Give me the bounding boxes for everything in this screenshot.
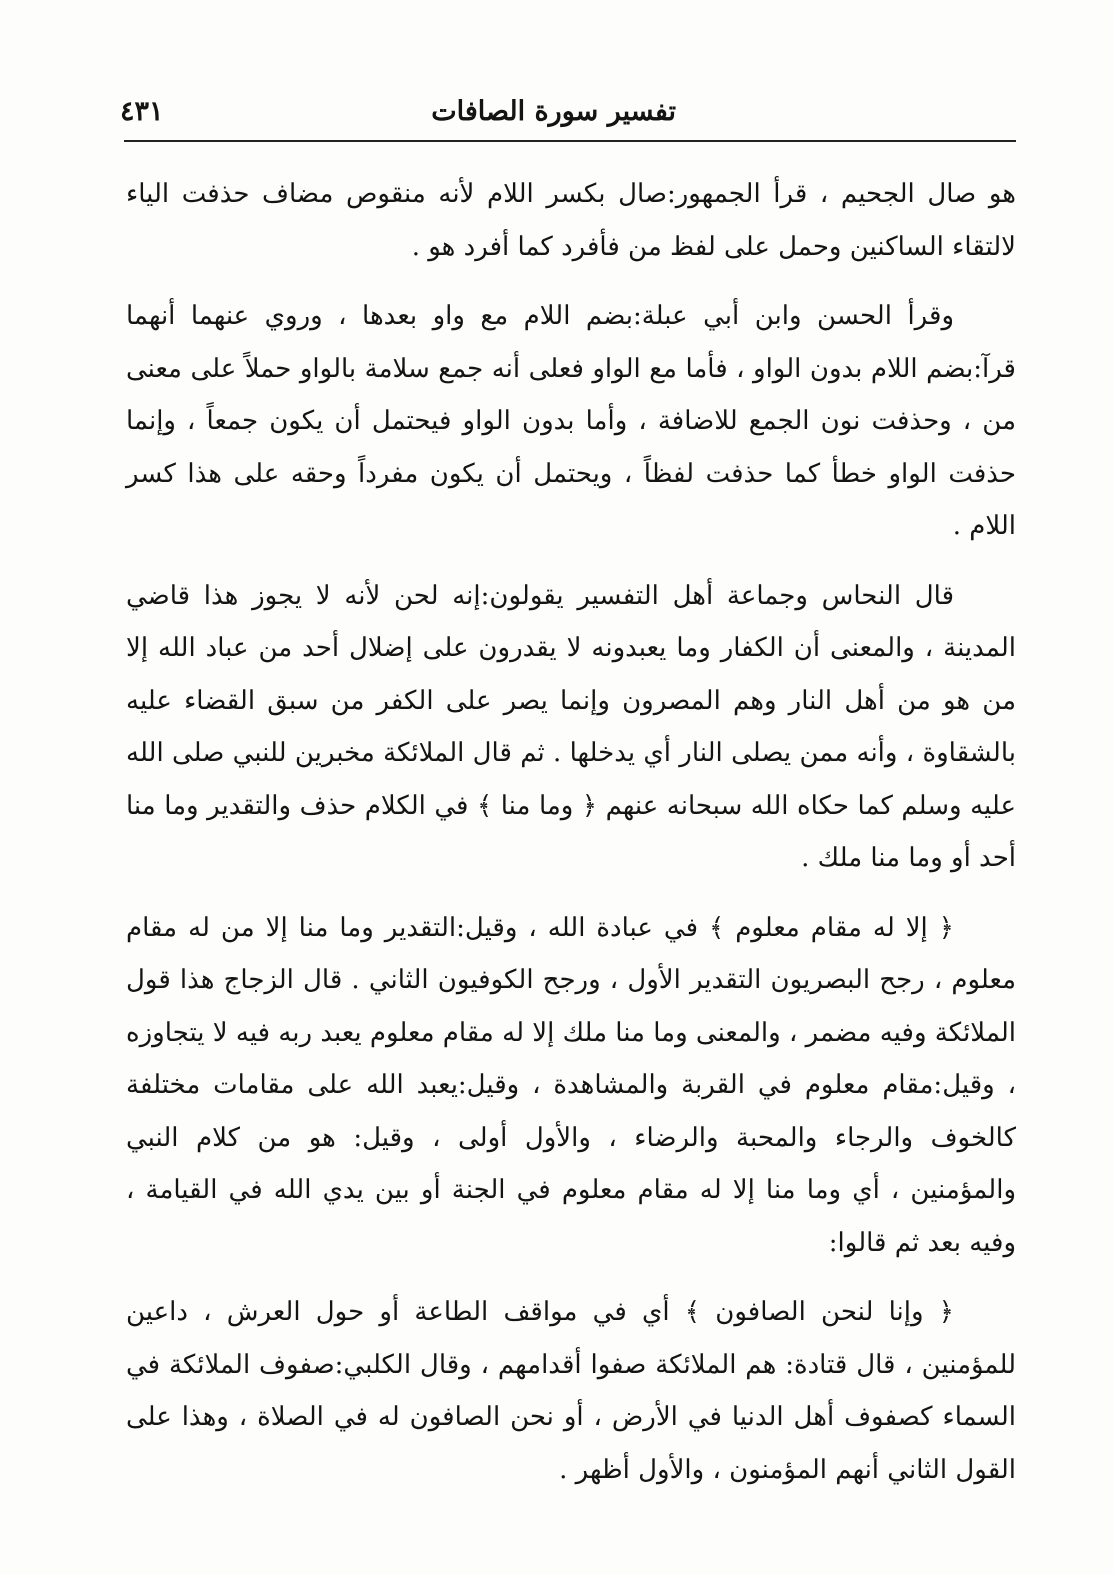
paragraph-3: قال النحاس وجماعة أهل التفسير يقولون:إنه لحن لأنه لا يجوز هذا قاضي المدينة ، والمعنى أن الكفار وما يعبدونه لا يقدرون على إضلال أحد من عباد الله إلا من هو من أهل النار وهم المصرون وإنما يصر على الكفر من سبق القضاء عليه بالشقاوة ، وأنه ممن يصلى النار أي يدخلها . ثم قال الملائكة مخبرين للنبي صلى الله عليه وسلم كما حكاه الله سبحانه عنهم ﴿ وما منا ﴾ في الكلام حذف والتقدير وما منا أحد أو وما منا ملك .	[126, 580, 1016, 873]
paragraph-1: هو صال الجحيم ، قرأ الجمهور:صال بكسر اللام لأنه منقوص مضاف حذفت الياء لالتقاء الساكنين وحمل على لفظ من فأفرد كما أفرد هو .	[126, 179, 1016, 262]
paragraph-5: ﴿ وإنا لنحن الصافون ﴾ أي في مواقف الطاعة أو حول العرش ، داعين للمؤمنين ، قال قتادة: هم الملائكة صفوا أقدامهم ، وقال الكلبي:صفوف الملائكة في السماء كصفوف أهل الدنيا في الأرض ، أو نحن الصافون له في الصلاة ، وهذا على القول الثاني أنهم المؤمنون ، والأول أظهر .	[126, 1297, 1016, 1485]
paragraph-2: وقرأ الحسن وابن أبي عبلة:بضم اللام مع واو بعدها ، وروي عنهما أنهما قرآ:بضم اللام بدون الواو ، فأما مع الواو فعلى أنه جمع سلامة بالواو حملاً على معنى من ، وحذفت نون الجمع للاضافة ، وأما بدون الواو فيحتمل أن يكون جمعاً ، وإنما حذفت الواو خطأ كما حذفت لفظاً ، ويحتمل أن يكون مفرداً وحقه على هذا كسر اللام .	[126, 301, 1016, 541]
paragraph-4: ﴿ إلا له مقام معلوم ﴾ في عبادة الله ، وقيل:التقدير وما منا إلا من له مقام معلوم ، رجح البصريون التقدير الأول ، ورجح الكوفيون الثاني . قال الزجاج هذا قول الملائكة وفيه مضمر ، والمعنى وما منا ملك إلا له مقام معلوم يعبد ربه فيه لا يتجاوزه ، وقيل:مقام معلوم في القربة والمشاهدة ، وقيل:يعبد الله على مقامات مختلفة كالخوف والرجاء والمحبة والرضاء ، والأول أولى ، وقيل: هو من كلام النبي والمؤمنين ، أي وما منا إلا له مقام معلوم في الجنة أو بين يدي الله في القيامة ، وفيه بعد ثم قالوا:	[126, 912, 1016, 1258]
running-header	[120, 86, 1016, 136]
page-number: ٤٣١	[120, 96, 164, 127]
page-body	[126, 168, 1016, 1513]
header-title: تفسير سورة الصافات	[431, 96, 676, 127]
header-rule	[124, 140, 1016, 142]
